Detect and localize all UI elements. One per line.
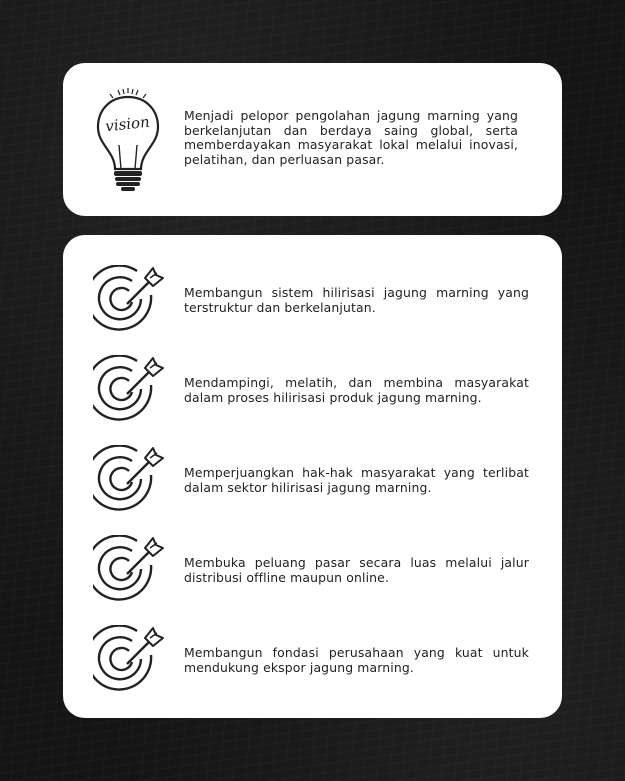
vision-icon-label: vision <box>104 112 151 136</box>
vision-card <box>63 63 562 216</box>
target-icon <box>93 625 167 697</box>
mission-text: Memperjuangkan hak-hak masyarakat yang terlibat dalam sektor hilirisasi jagung marning. <box>184 465 529 495</box>
mission-item <box>93 445 543 517</box>
vision-statement: Menjadi pelopor pengolahan jagung marning yang berkelanjutan dan berdaya saing global, serta memberdayakan masyarakat lokal melalui inovasi, pelatihan, dan perluasan pasar. <box>184 108 518 167</box>
mission-item <box>93 625 543 697</box>
target-icon <box>93 265 167 337</box>
lightbulb-icon <box>93 85 163 195</box>
mission-item <box>93 535 543 607</box>
mission-item <box>93 355 543 427</box>
target-icon <box>93 445 167 517</box>
target-icon <box>93 535 167 607</box>
mission-text: Mendampingi, melatih, dan membina masyarakat dalam proses hilirisasi produk jagung marning. <box>184 375 529 405</box>
mission-text: Membangun sistem hilirisasi jagung marning yang terstruktur dan berkelanjutan. <box>184 285 529 315</box>
mission-item <box>93 265 543 337</box>
mission-card <box>63 235 562 718</box>
target-icon <box>93 355 167 427</box>
mission-text: Membuka peluang pasar secara luas melalui jalur distribusi offline maupun online. <box>184 555 529 585</box>
mission-text: Membangun fondasi perusahaan yang kuat untuk mendukung ekspor jagung marning. <box>184 645 529 675</box>
